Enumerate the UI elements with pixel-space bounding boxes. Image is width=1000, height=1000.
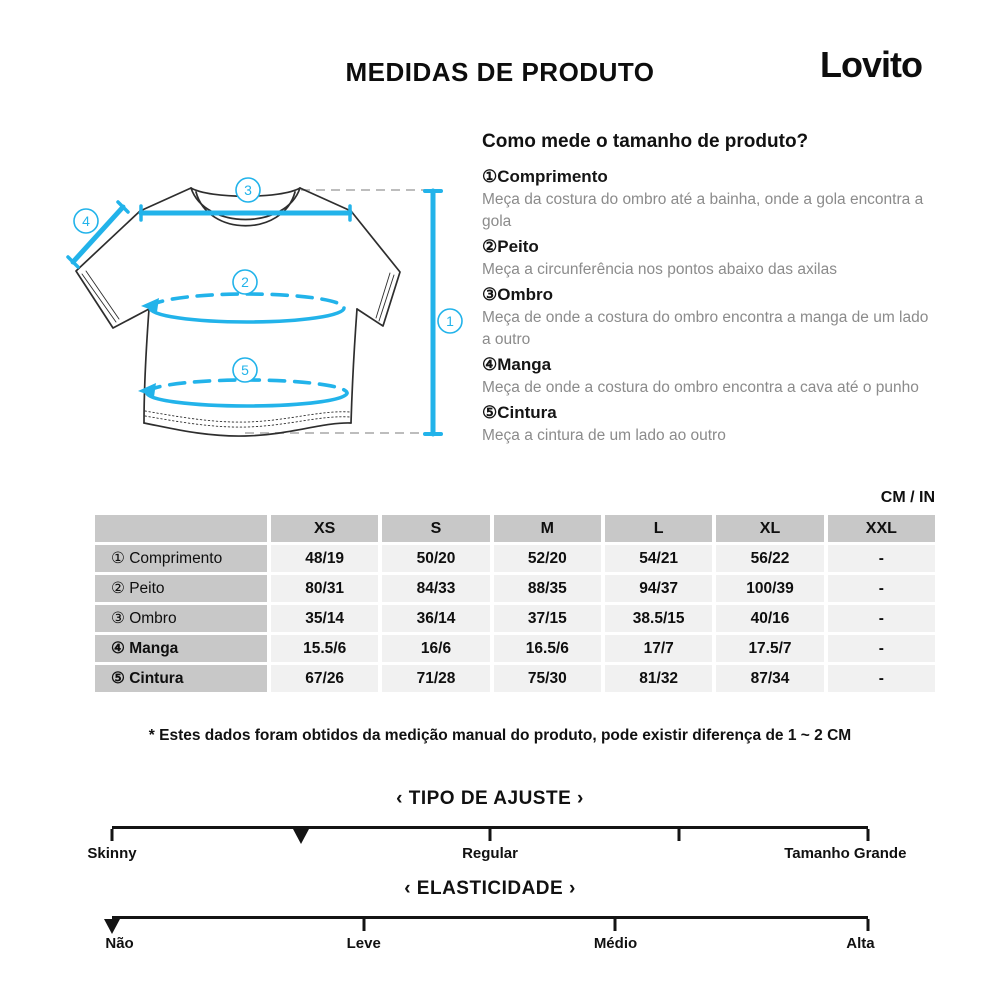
scale-tick	[867, 919, 870, 931]
size-value: 38.5/15	[605, 605, 712, 632]
size-value: 71/28	[382, 665, 489, 692]
units-label: CM / IN	[880, 489, 935, 506]
scale-marker-icon	[293, 829, 309, 844]
measure-instruction-2	[482, 235, 940, 281]
instruction-desc: Meça de onde a costura do ombro encontra a manga de um lado a outro	[482, 309, 929, 348]
table-corner-cell	[95, 515, 267, 542]
scale-tick	[362, 919, 365, 931]
column-header-xs: XS	[271, 515, 378, 542]
elasticity-title: ‹ ELASTICIDADE ›	[404, 878, 576, 899]
size-value: -	[828, 605, 935, 632]
size-value: 16/6	[382, 635, 489, 662]
size-value: -	[828, 635, 935, 662]
marker-sleeve	[74, 209, 98, 233]
measure-instruction-3	[482, 283, 940, 351]
fit-type-title: ‹ TIPO DE AJUSTE ›	[396, 788, 584, 809]
size-value: 17.5/7	[716, 635, 823, 662]
instruction-desc: Meça a circunferência nos pontos abaixo das axilas	[482, 261, 837, 278]
scale-label: Leve	[346, 935, 381, 952]
scale-label: Tamanho Grande	[784, 845, 907, 862]
size-value: -	[828, 545, 935, 572]
size-value: 37/15	[494, 605, 601, 632]
size-value: 67/26	[271, 665, 378, 692]
size-value: 35/14	[271, 605, 378, 632]
row-label: ④ Manga	[95, 635, 267, 662]
svg-text:3: 3	[244, 182, 252, 198]
size-value: 100/39	[716, 575, 823, 602]
marker-length	[438, 309, 462, 333]
size-value: 50/20	[382, 545, 489, 572]
measure-instructions	[482, 131, 940, 449]
scale-label: Médio	[593, 935, 638, 952]
size-value: 88/35	[494, 575, 601, 602]
column-header-xl: XL	[716, 515, 823, 542]
brand-logo: Lovito	[820, 44, 922, 85]
row-label: ② Peito	[95, 575, 267, 602]
column-header-xxl: XXL	[828, 515, 935, 542]
column-header-s: S	[382, 515, 489, 542]
tshirt-measurement-diagram	[55, 160, 475, 460]
instruction-title: ③Ombro	[482, 285, 553, 304]
instruction-desc: Meça de onde a costura do ombro encontra a cava até o punho	[482, 379, 919, 396]
fit-type-labels	[87, 845, 907, 865]
size-value: 15.5/6	[271, 635, 378, 662]
instruction-desc: Meça da costura do ombro até a bainha, onde a gola encontra a gola	[482, 191, 924, 230]
scale-label: Regular	[462, 845, 518, 862]
tshirt-outline	[76, 188, 400, 436]
instruction-title: ①Comprimento	[482, 167, 608, 186]
row-label: ⑤ Cintura	[95, 665, 267, 692]
scale-marker-icon	[104, 919, 120, 934]
size-table	[95, 515, 935, 692]
size-value: 54/21	[605, 545, 712, 572]
size-value: 94/37	[605, 575, 712, 602]
elasticity-track	[112, 916, 868, 934]
guide-dashed-lines	[245, 190, 426, 433]
size-value: 56/22	[716, 545, 823, 572]
instruction-title: ⑤Cintura	[482, 403, 557, 422]
howto-heading: Como mede o tamanho de produto?	[482, 131, 809, 152]
scale-label: Skinny	[87, 845, 137, 862]
marker-chest	[233, 270, 257, 294]
row-label: ① Comprimento	[95, 545, 267, 572]
svg-text:2: 2	[241, 274, 249, 290]
svg-text:5: 5	[241, 362, 249, 378]
howto-list	[482, 165, 940, 447]
column-header-l: L	[605, 515, 712, 542]
elasticity-labels	[105, 935, 875, 955]
size-value: 17/7	[605, 635, 712, 662]
measurement-lines	[68, 191, 441, 434]
instruction-title: ④Manga	[482, 355, 552, 374]
instruction-title: ②Peito	[482, 237, 539, 256]
size-value: -	[828, 575, 935, 602]
scale-tick	[867, 829, 870, 841]
size-value: 40/16	[716, 605, 823, 632]
size-value: 52/20	[494, 545, 601, 572]
scale-tick	[489, 829, 492, 841]
measurement-footnote: * Estes dados foram obtidos da medição manual do produto, pode existir diferença de 1 ~ 2 CM	[148, 727, 852, 744]
column-header-m: M	[494, 515, 601, 542]
size-value: 48/19	[271, 545, 378, 572]
marker-shoulder	[236, 178, 260, 202]
scale-label: Alta	[846, 935, 875, 952]
svg-text:1: 1	[446, 313, 454, 329]
scale-tick	[614, 919, 617, 931]
fit-type-scale	[87, 788, 907, 870]
size-value: 75/30	[494, 665, 601, 692]
scale-label: Não	[105, 935, 134, 952]
chest-measure-ellipse	[150, 294, 344, 308]
size-value: 81/32	[605, 665, 712, 692]
size-value: 36/14	[382, 605, 489, 632]
size-value: 80/31	[271, 575, 378, 602]
row-label: ③ Ombro	[95, 605, 267, 632]
measure-instruction-1	[482, 165, 940, 233]
elasticity-scale	[105, 878, 875, 960]
page-title: MEDIDAS DE PRODUTO	[345, 57, 655, 87]
scale-tick	[111, 829, 114, 841]
scale-tick	[678, 829, 681, 841]
size-value: -	[828, 665, 935, 692]
size-value: 87/34	[716, 665, 823, 692]
svg-text:4: 4	[82, 213, 90, 229]
size-value: 16.5/6	[494, 635, 601, 662]
fit-type-track	[112, 826, 868, 844]
marker-waist	[233, 358, 257, 382]
measure-instruction-5	[482, 401, 940, 447]
size-value: 84/33	[382, 575, 489, 602]
instruction-desc: Meça a cintura de um lado ao outro	[482, 427, 726, 444]
measure-instruction-4	[482, 353, 940, 399]
